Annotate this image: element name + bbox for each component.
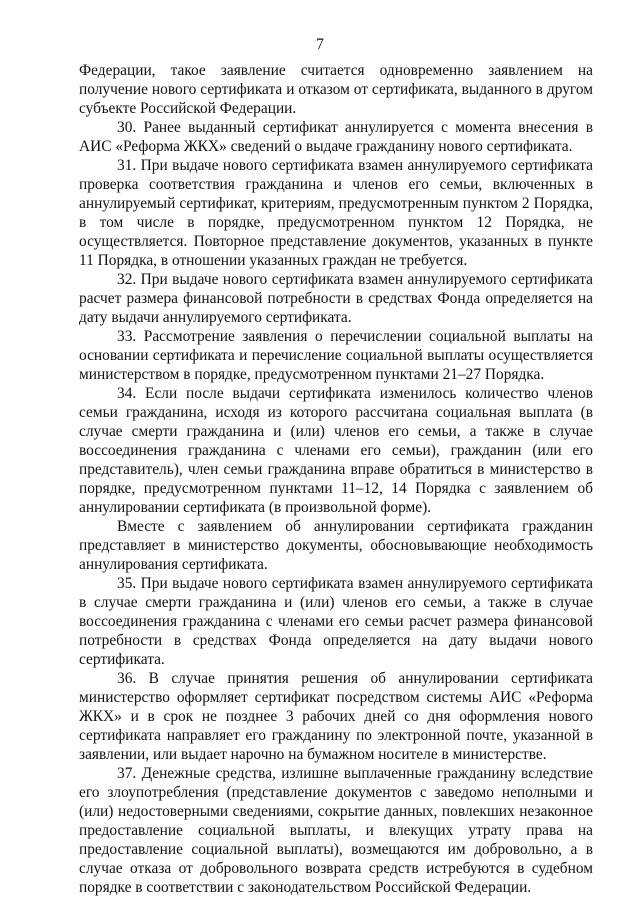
- paragraph-continuation: Федерации, такое заявление считается одновременно заявлением на получение нового сертификата и отказом от сертификата, выданного в другом субъекте Российской Федерации.: [79, 62, 593, 117]
- paragraph-34: 34. Если после выдачи сертификата изменилось количество членов семьи гражданина, исходя из которого рассчитана социальная выплата (в случае смерти гражданина и (или) членов его семьи, а также в случае воссоединения гражданина с членами его семьи), гражданин (или его представитель), член семьи гражданина вправе обратиться в министерство в порядке, предусмотренном пунктами 11–12, 14 Порядка с заявлением об аннулировании сертификата (в произвольной форме).: [79, 385, 593, 516]
- paragraph-31: 31. При выдаче нового сертификата взамен аннулируемого сертификата проверка соответствия гражданина и членов его семьи, включенных в аннулируемый сертификат, критериям, предусмотренным пунктом 2 Порядка, в том числе в порядке, предусмотренном пунктом 12 Порядка, не осуществляется. Повторное представление документов, указанных в пункте 11 Порядка, в отношении указанных граждан не требуется.: [79, 157, 593, 269]
- paragraph-34-continued: Вместе с заявлением об аннулировании сертификата гражданин представляет в министерство документы, обосновывающие необходимость аннулирования сертификата.: [79, 518, 593, 573]
- paragraph-30: 30. Ранее выданный сертификат аннулируется с момента внесения в АИС «Реформа ЖКХ» сведений о выдаче гражданину нового сертификата.: [79, 119, 593, 155]
- paragraph-36: 36. В случае принятия решения об аннулировании сертификата министерство оформляет сертификат посредством системы АИС «Реформа ЖКХ» и в срок не позднее 3 рабочих дней со дня оформления нового сертификата направляет его гражданину по электронной почте, указанной в заявлении, или выдает нарочно на бумажном носителе в министерстве.: [79, 670, 593, 763]
- paragraph-37: 37. Денежные средства, излишне выплаченные гражданину вследствие его злоупотребления (представление документов с заведомо неполными и (или) недостоверными сведениями, сокрытие данных, повлекших незаконное предоставление социальной выплаты, и влекущих утрату права на предоставление социальной выплаты), возмещаются им добровольно, а в случае отказа от добровольного возврата средств истребуются в судебном порядке в соответствии с законодательством Российской Федерации.: [79, 765, 593, 896]
- paragraph-33: 33. Рассмотрение заявления о перечислении социальной выплаты на основании сертификата и перечисление социальной выплаты осуществляется министерством в порядке, предусмотренном пунктами 21–27 Порядка.: [79, 328, 593, 383]
- document-body: [79, 61, 593, 897]
- paragraph-35: 35. При выдаче нового сертификата взамен аннулируемого сертификата в случае смерти гражданина и (или) членов его семьи, а также в случае воссоединения гражданина с членами его семьи расчет размера финансовой потребности в средствах Фонда определяется на дату выдачи нового сертификата.: [79, 575, 593, 668]
- paragraph-32: 32. При выдаче нового сертификата взамен аннулируемого сертификата расчет размера финансовой потребности в средствах Фонда определяется на дату выдачи аннулируемого сертификата.: [79, 271, 593, 326]
- page-number: 7: [316, 36, 324, 53]
